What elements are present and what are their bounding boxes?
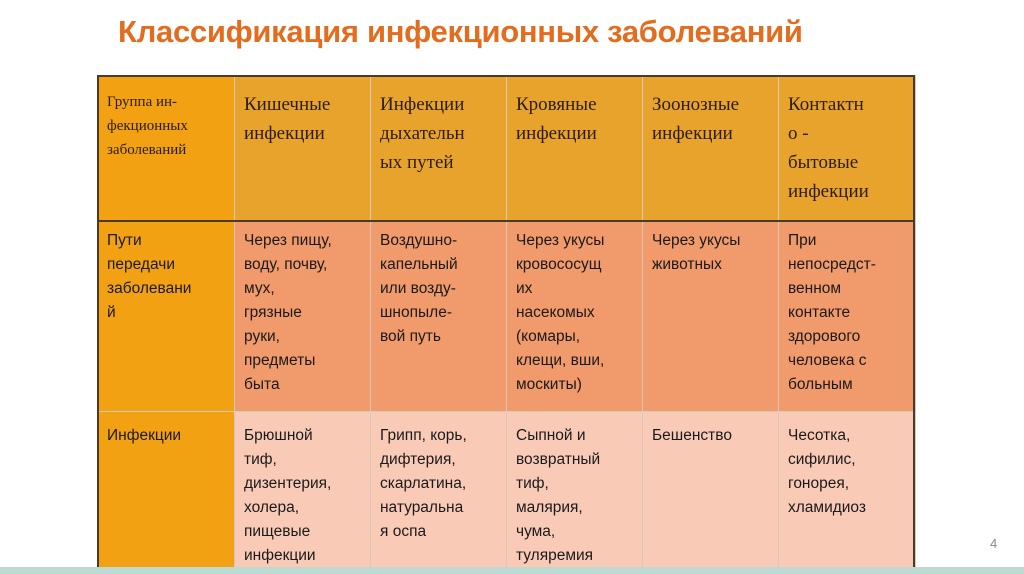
table-cell: При непосредст- венном контакте здорового человека с больным [779, 222, 916, 412]
header-cell-blood: Кровяные инфекции [507, 76, 643, 222]
table-cell: Через пищу, воду, почву, мух, грязные руки, предметы быта [235, 222, 371, 412]
table-cell: Грипп, корь, дифтерия, скарлатина, натуральна я оспа [371, 412, 507, 573]
table-cell: Через укусы кровососущ их насекомых (комары, клещи, вши, москиты) [507, 222, 643, 412]
table-row-infections [98, 412, 916, 573]
page-number: 4 [990, 536, 998, 551]
table-cell: Воздушно- капельный или возду- шнопыле- вой путь [371, 222, 507, 412]
table-header-row [98, 76, 916, 222]
header-cell-zoonotic: Зоонозные инфекции [643, 76, 779, 222]
header-cell-respiratory: Инфекции дыхательн ых путей [371, 76, 507, 222]
bottom-accent-bar [0, 567, 1024, 574]
row-label-infections: Инфекции [98, 412, 235, 573]
header-cell-group: Группа ин- фекционных заболеваний [98, 76, 235, 222]
table-cell: Брюшной тиф, дизентерия, холера, пищевые инфекции [235, 412, 371, 573]
slide-title: Классификация инфекционных заболеваний [118, 14, 803, 49]
header-cell-intestinal: Кишечные инфекции [235, 76, 371, 222]
table-cell: Сыпной и возвратный тиф, малярия, чума, туляремия [507, 412, 643, 573]
classification-table [97, 75, 916, 573]
table-cell: Через укусы животных [643, 222, 779, 412]
row-label-transmission: Пути передачи заболевани й [98, 222, 235, 412]
table-cell: Бешенство [643, 412, 779, 573]
table-cell: Чесотка, сифилис, гонорея, хламидиоз [779, 412, 916, 573]
table-row-transmission [98, 222, 916, 412]
header-cell-contact: Контактн о - бытовые инфекции [779, 76, 916, 222]
